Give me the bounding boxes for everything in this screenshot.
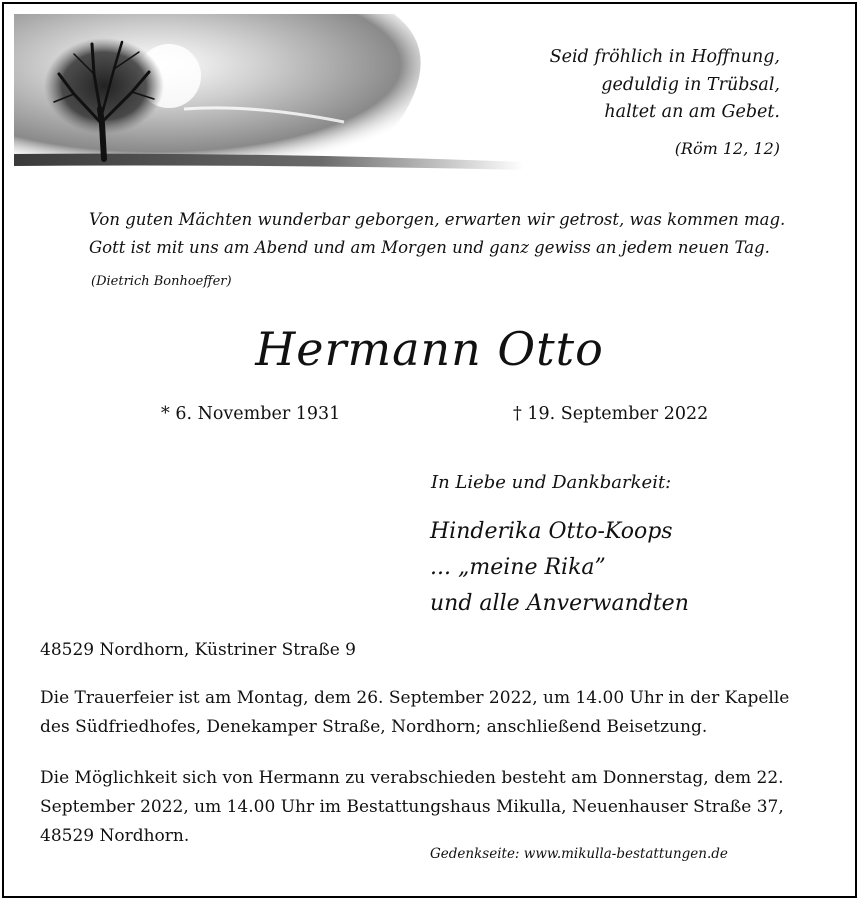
mourners-list — [430, 514, 689, 622]
family-address: 48529 Nordhorn, Küstriner Straße 9 — [40, 640, 356, 660]
quote-author: (Dietrich Bonhoeffer) — [91, 274, 232, 289]
notice-line: Die Möglichkeit sich von Hermann zu verabschieden besteht am Donnerstag, dem 22. — [40, 768, 784, 788]
notice-line: September 2022, um 14.00 Uhr im Bestattungshaus Mikulla, Neuenhauser Straße 37, — [40, 797, 784, 817]
notice-line: des Südfriedhofes, Denekamper Straße, Nordhorn; anschließend Beisetzung. — [40, 717, 708, 737]
mourner-name: Hinderika Otto-Koops — [430, 519, 673, 544]
mourners-intro: In Liebe und Dankbarkeit: — [431, 472, 672, 493]
deceased-name: Hermann Otto — [255, 322, 604, 376]
tree-landscape-icon — [14, 14, 524, 176]
birth-date: * 6. November 1931 — [161, 404, 341, 424]
quote-line: Von guten Mächten wunderbar geborgen, erwarten wir getrost, was kommen mag. — [89, 210, 786, 229]
funeral-notice — [40, 684, 830, 742]
obituary-notice — [2, 2, 857, 898]
memorial-site-link[interactable]: Gedenkseite: www.mikulla-bestattungen.de — [430, 846, 728, 862]
death-date: † 19. September 2022 — [513, 404, 709, 424]
verse-line: geduldig in Trübsal, — [601, 74, 780, 95]
verse-line: Seid fröhlich in Hoffnung, — [549, 47, 780, 67]
mourner-name: ... „meine Rika” — [430, 555, 606, 580]
farewell-notice — [40, 764, 830, 851]
bible-verse — [550, 44, 780, 162]
notice-line: 48529 Nordhorn. — [40, 826, 190, 846]
notice-line: Die Trauerfeier ist am Montag, dem 26. September 2022, um 14.00 Uhr in der Kapelle — [40, 688, 790, 708]
bonhoeffer-quote — [89, 206, 785, 296]
verse-reference: (Röm 12, 12) — [674, 138, 780, 158]
verse-line: haltet an am Gebet. — [604, 102, 780, 122]
mourner-name: und alle Anverwandten — [430, 591, 689, 616]
quote-line: Gott ist mit uns am Abend und am Morgen und ganz gewiss an jedem neuen Tag. — [89, 238, 770, 257]
